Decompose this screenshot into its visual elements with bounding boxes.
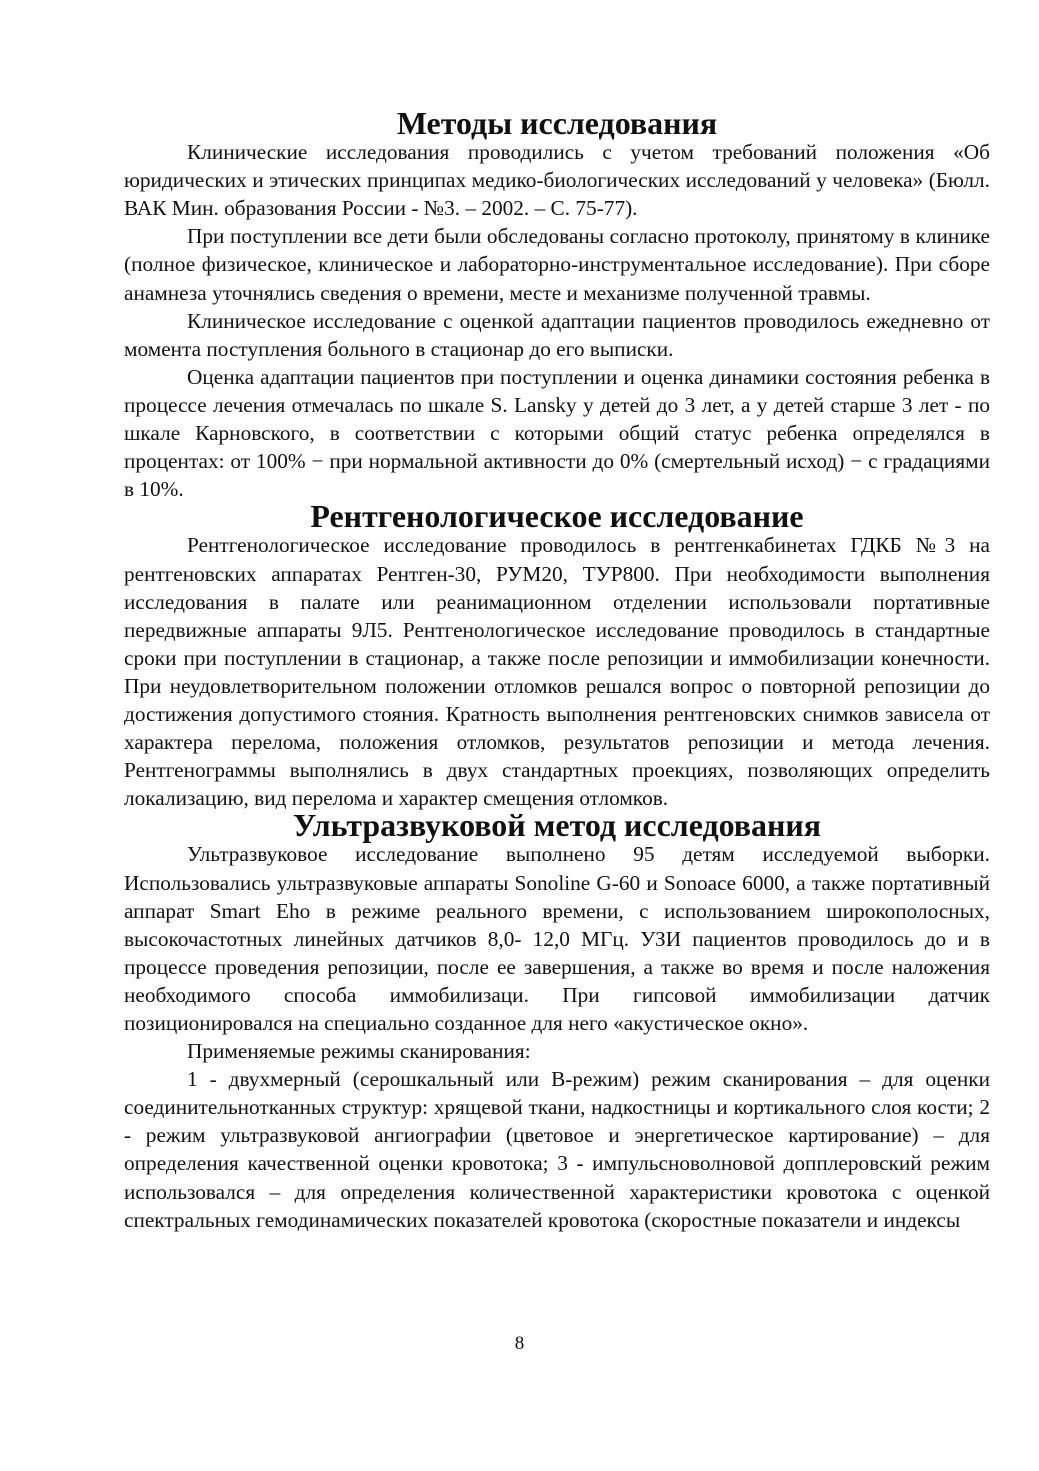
paragraph: Рентгенологическое исследование проводилось в рентгенкабинетах ГДКБ №3 на рентгеновских аппаратах Рентген-30, РУМ20, ТУР800. При необходимости выполнения исследования в палате или реанимационном отделении использовали портативные передвижные аппараты 9Л5. Рентгенологическое исследование проводилось в стандартные сроки при поступлении в стационар, а также после репозиции и иммобилизации конечности. При неудовлетворительном положении отломков решался вопрос о повторной репозиции до достижения допустимого стояния. Кратность выполнения рентгеновских снимков зависела от характера перелома, положения отломков, результатов репозиции и метода лечения. Рентгенограммы выполнялись в двух стандартных проекциях, позволяющих определить локализацию, вид перелома и характер смещения отломков. xyxy=(124,533,990,811)
paragraph: Применяемые режимы сканирования: xyxy=(187,1039,531,1064)
section-heading-ultrasound: Ультразвуковой метод исследования xyxy=(292,808,822,844)
page-number: 8 xyxy=(514,1333,525,1354)
section-heading-xray: Рентгенологическое исследование xyxy=(310,499,804,535)
paragraph: 1 - двухмерный (серошкальный или В-режим) режим сканирования – для оценки соединительнотканных структур: хрящевой ткани, надкостницы и кортикального слоя кости; 2 - режим ультразвуковой ангиографии (цветовое и энергетическое картирование) – для определения качественной оценки кровотока; 3 - импульсноволновой допплеровский режим использовался – для определения количественной характеристики кровотока с оценкой спектральных гемодинамических показателей кровотока (скоростные показатели и индексы xyxy=(124,1067,990,1232)
paragraph: Клинические исследования проводились с учетом требований положения «Об юридических и этических принципах медико-биологических исследований у человека» (Бюлл. ВАК Мин. образования России - №3. – 2002. – С. 75-77). xyxy=(124,140,990,221)
document-page xyxy=(124,106,990,1234)
paragraph: Оценка адаптации пациентов при поступлении и оценка динамики состояния ребенка в процессе лечения отмечалась по шкале S. Lansky у детей до 3 лет, а у детей старше 3 лет - по шкале Карновского, в соответствии с которыми общий статус ребенка определялся в процентах: от 100% − при нормальной активности до 0% (смертельный исход) − с градациями в 10%. xyxy=(124,364,990,502)
paragraph: Ультразвуковое исследование выполнено 95 детям исследуемой выборки. Использовались ультразвуковые аппараты Sonoline G-60 и Sonoace 6000, а также портативный аппарат Smart Eho в режиме реального времени, с использованием широкополосных, высокочастотных линейных датчиков 8,0- 12,0 МГц. УЗИ пациентов проводилось до и в процессе проведения репозиции, после ее завершения, а также во время и после наложения необходимого способа иммобилизаци. При гипсовой иммобилизации датчик позиционировался на специально созданное для него «акустическое окно». xyxy=(124,842,990,1035)
paragraph: При поступлении все дети были обследованы согласно протоколу, принятому в клинике (полное физическое, клиническое и лабораторно-инструментальное исследование). При сборе анамнеза уточнялись сведения о времени, месте и механизме полученной травмы. xyxy=(124,224,990,305)
paragraph: Клиническое исследование с оценкой адаптации пациентов проводилось ежедневно от момента поступления больного в стационар до его выписки. xyxy=(124,308,990,361)
section-heading-methods: Методы исследования xyxy=(396,106,718,141)
